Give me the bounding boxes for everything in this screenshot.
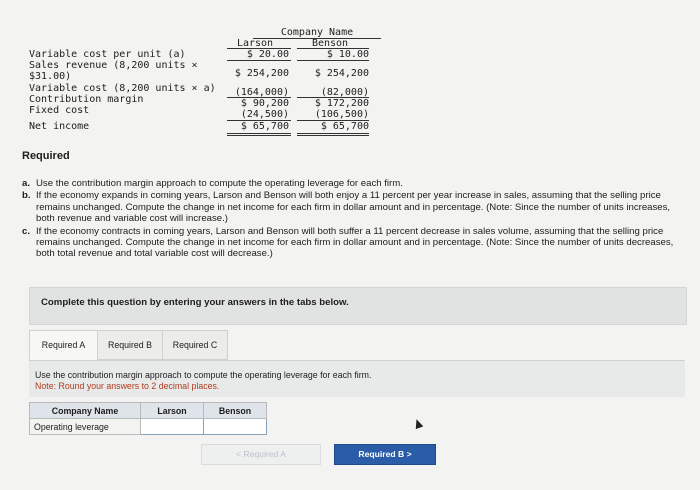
row-label: Sales revenue (8,200 units × (29, 60, 198, 71)
benson-value: $ 172,200 (314, 98, 369, 109)
answer-header-benson: Benson (204, 403, 267, 419)
tab-panel (29, 360, 685, 397)
instruction-banner (29, 287, 687, 325)
previous-required-button[interactable]: < Required A (201, 444, 321, 465)
tab-required-a[interactable]: Required A (29, 330, 98, 360)
operating-leverage-label: Operating leverage (30, 419, 141, 435)
instruction-text: Complete this question by entering your answers in the tabs below. (41, 297, 349, 308)
larson-header: Larson (236, 38, 274, 49)
larson-value: $ 65,700 (240, 121, 289, 132)
larson-value: (24,500) (240, 109, 289, 120)
mouse-cursor-icon (413, 418, 424, 429)
answer-header-larson: Larson (141, 403, 204, 419)
answer-header-company: Company Name (30, 403, 141, 419)
tab-required-c[interactable]: Required C (162, 330, 228, 360)
company-name-header: Company Name (253, 27, 381, 39)
larson-value: $ 254,200 (234, 68, 289, 79)
larson-operating-leverage-input[interactable] (141, 419, 204, 435)
required-heading: Required (22, 150, 70, 162)
answer-table (29, 402, 267, 435)
row-label: Contribution margin (29, 94, 144, 105)
row-label: Fixed cost (29, 105, 90, 116)
larson-value: $ 20.00 (246, 49, 289, 60)
required-list (22, 178, 686, 261)
row-label: Variable cost (8,200 units × a) (29, 83, 216, 94)
larson-value: (164,000) (234, 87, 289, 98)
row-label: Variable cost per unit (a) (29, 49, 186, 60)
benson-value: $ 10.00 (326, 49, 369, 60)
benson-value: $ 254,200 (314, 68, 369, 79)
benson-value: (82,000) (320, 87, 369, 98)
required-item-c: c. If the economy contracts in coming years, Larson and Benson will both suffer a 11 percent decrease in sales volume, assuming that the selling price remains unchanged. Compute the change in net income for each firm in dollar amount and in percentage. (Note: Since the number of units decreases, both total revenue and total variable cost will decrease.) (22, 225, 674, 260)
next-required-button[interactable]: Required B > (334, 444, 436, 465)
panel-note: Note: Round your answers to 2 decimal places. (35, 381, 220, 391)
benson-value: $ 65,700 (320, 121, 369, 132)
panel-instruction: Use the contribution margin approach to compute the operating leverage for each firm. (35, 370, 372, 380)
row-label: Net income (29, 121, 90, 132)
required-item-a: a. Use the contribution margin approach to compute the operating leverage for each firm. (22, 178, 403, 189)
required-item-b: b. If the economy expands in coming years, Larson and Benson will both enjoy a 11 percent per year increase in sales, assuming that the selling price remains unchanged. Compute the change in net income for each firm in dollar amount and in percentage. (Note: Since the number of units increases, both revenue and variable cost will increase.) (22, 190, 671, 225)
benson-value: (106,500) (314, 109, 369, 120)
tab-required-b[interactable]: Required B (97, 330, 163, 360)
row-label: $31.00) (29, 71, 72, 82)
benson-operating-leverage-input[interactable] (204, 419, 267, 435)
benson-header: Benson (311, 38, 349, 49)
larson-value: $ 90,200 (240, 98, 289, 109)
